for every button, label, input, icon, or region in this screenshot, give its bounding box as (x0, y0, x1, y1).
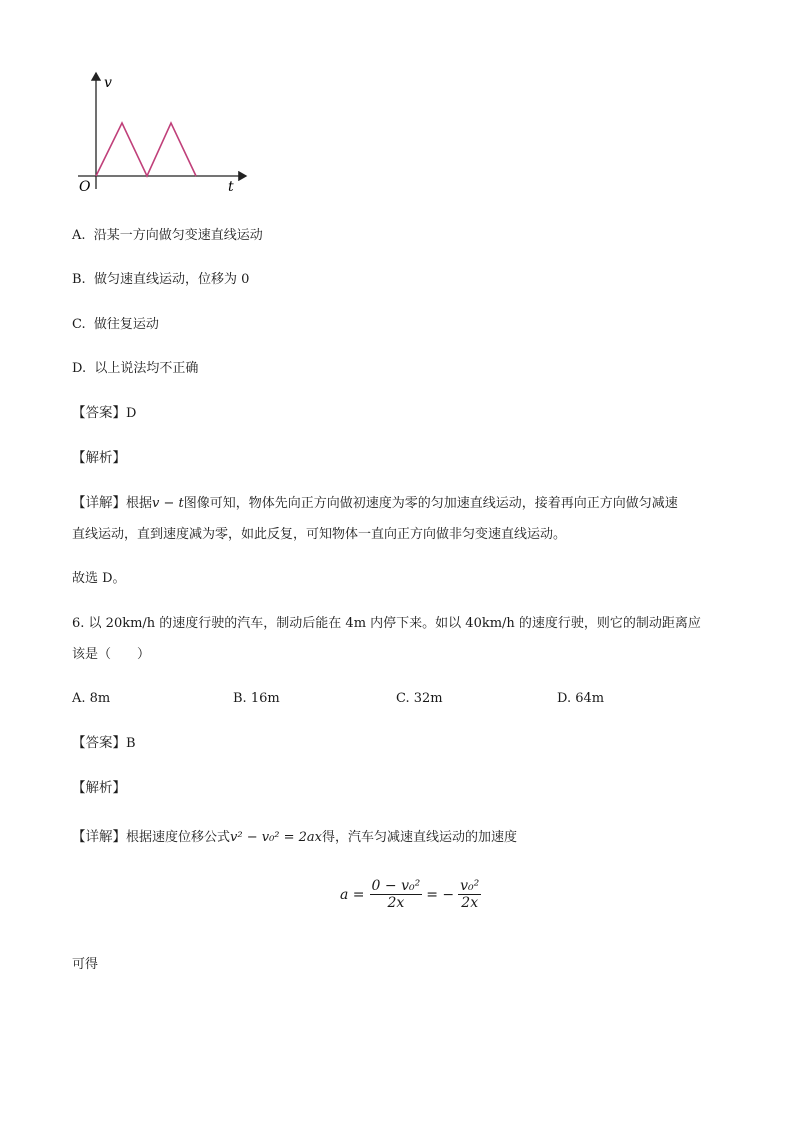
detail-tag: 【详解】 (72, 495, 126, 511)
detail-text: 得，汽车匀减速直线运动的加速度 (322, 830, 518, 845)
q5-option-c (72, 315, 159, 335)
equation-lhs: a = (340, 886, 365, 903)
q6-stem-line2 (72, 645, 150, 665)
velocity-displacement-formula: v² − v₀² = 2ax (230, 830, 323, 845)
fraction-1-numerator: 0 − v₀² (371, 878, 421, 894)
option-text: 沿某一方向做匀变速直线运动 (93, 228, 263, 243)
option-letter: C. (72, 317, 86, 332)
acceleration-equation (340, 878, 481, 911)
q5-option-b (72, 270, 249, 290)
answer-tag: 【答案】 (72, 735, 126, 751)
detail-text: 根据速度位移公式 (126, 830, 231, 845)
q6-analysis-heading (72, 778, 126, 799)
option-text: 做匀速直线运动，位移为 0 (93, 272, 250, 287)
question-stem: 该是（ ） (72, 647, 151, 662)
q6-stem-line1 (72, 614, 701, 634)
answer-tag: 【答案】 (72, 405, 126, 421)
question-stem: 6. 以 20km/h 的速度行驶的汽车，制动后能在 4m 内停下来。如以 40km/h 的速度行驶，则它的制动距离应 (72, 616, 701, 631)
q5-detail-line2 (72, 525, 566, 545)
q5-analysis-heading (72, 448, 126, 469)
q5-option-a (72, 226, 263, 246)
analysis-tag: 【解析】 (72, 450, 126, 466)
v-axis-label: v (104, 75, 112, 91)
after-text: 可得 (72, 957, 99, 972)
q5-detail-line1 (72, 493, 678, 514)
fraction-1 (370, 878, 423, 911)
vt-formula: v − t (152, 496, 184, 511)
option-letter: D. (72, 361, 87, 376)
answer-value: B (126, 736, 136, 751)
fraction-2-denominator: 2x (461, 895, 479, 911)
option-text: 以上说法均不正确 (94, 361, 199, 376)
q5-option-d (72, 359, 198, 379)
analysis-tag: 【解析】 (72, 780, 126, 796)
q6-detail (72, 827, 517, 848)
answer-value: D (126, 406, 137, 421)
option-text: 做往复运动 (93, 317, 159, 332)
fraction-2 (458, 878, 481, 911)
detail-text: 根据 (126, 496, 153, 511)
q6-option-a: A. 8m (72, 691, 111, 706)
t-axis-label: t (228, 179, 234, 195)
q6-after (72, 955, 98, 975)
detail-text: 直线运动，直到速度减为零，如此反复，可知物体一直向正方向做非匀变速直线运动。 (72, 527, 567, 542)
q6-option-b: B. 16m (233, 691, 280, 706)
option-letter: B. (72, 272, 86, 287)
option-letter: A. (72, 228, 86, 243)
conclusion-text: 故选 D。 (72, 571, 126, 586)
detail-text: 图像可知，物体先向正方向做初速度为零的匀加速直线运动，接着再向正方向做匀减速 (183, 496, 678, 511)
q5-conclusion (72, 569, 126, 589)
velocity-line (96, 123, 196, 176)
q6-option-c: C. 32m (396, 691, 443, 706)
detail-tag: 【详解】 (72, 829, 126, 845)
fraction-1-denominator: 2x (387, 895, 405, 911)
origin-label: O (79, 179, 91, 195)
vt-graph (70, 65, 270, 205)
q6-answer (72, 733, 136, 754)
equation-equals: = − (426, 886, 455, 903)
q6-option-d: D. 64m (557, 691, 605, 706)
fraction-2-numerator: v₀² (460, 878, 480, 894)
q5-answer (72, 403, 136, 424)
